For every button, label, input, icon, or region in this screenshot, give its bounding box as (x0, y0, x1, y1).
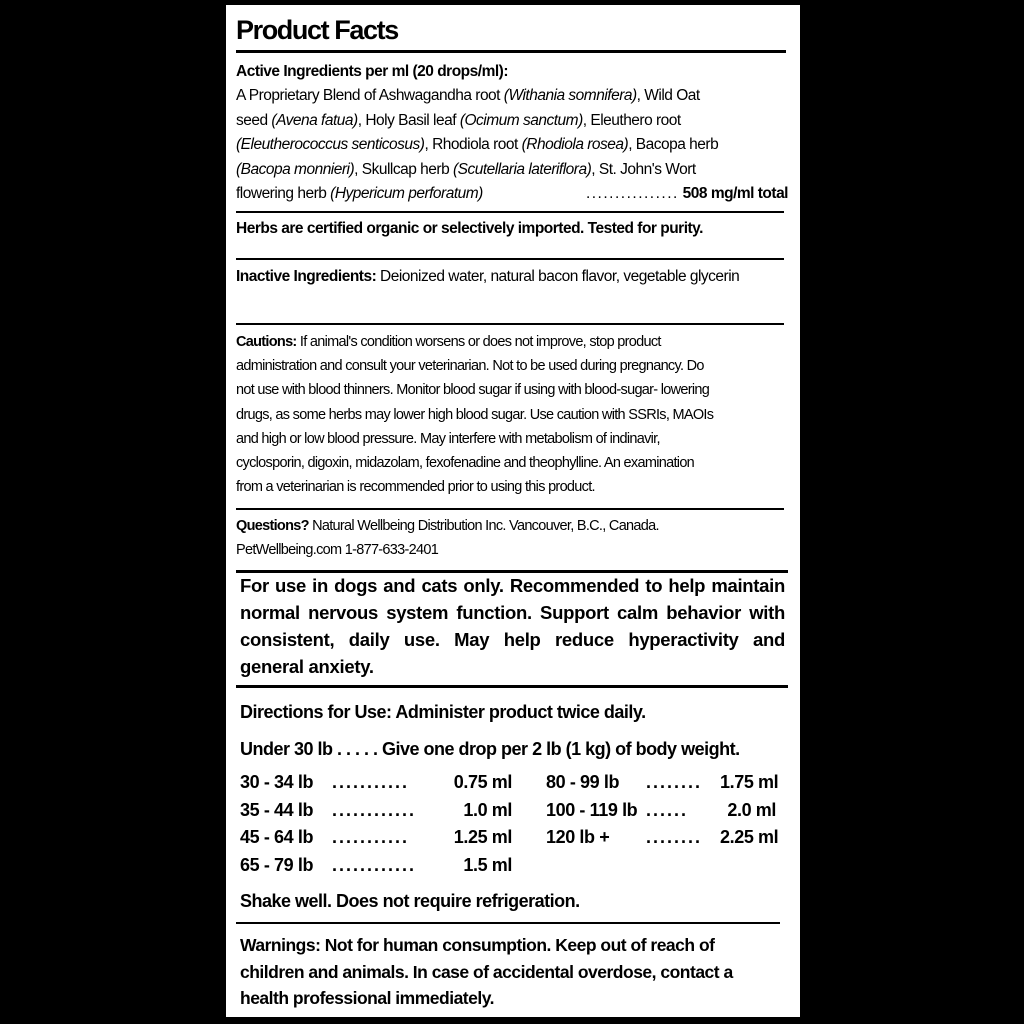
active-ingredients-line (236, 133, 788, 157)
product-facts-title: Product Facts (236, 15, 398, 45)
ingredient-text: seed (236, 111, 272, 129)
dose-amount: 0.75 ml (453, 772, 512, 792)
inactive-ingredients-text: Deionized water, natural bacon flavor, vegetable glycerin (376, 268, 740, 285)
dosage-row (546, 797, 776, 825)
cautions-line: not use with blood thinners. Monitor blood sugar if using with blood-sugar- lowering (236, 382, 710, 399)
ingredient-latin-name: (Withania somnifera) (503, 87, 637, 105)
storage-note: Shake well. Does not require refrigeration. (240, 891, 580, 911)
weight-range: 45 - 64 lb (240, 827, 314, 847)
dosage-row (546, 769, 779, 797)
dose-amount: 1.5 ml (463, 854, 512, 875)
ingredient-latin-name: (Eleutherococcus senticosus) (236, 136, 425, 154)
questions-label: Questions? (236, 518, 309, 534)
divider (236, 211, 784, 213)
cautions-label: Cautions: (236, 334, 297, 350)
cautions-line: If animal's condition worsens or does not improve, stop product (296, 334, 661, 350)
active-ingredients-total-line (236, 182, 788, 206)
dose-amount: 1.0 ml (463, 799, 512, 820)
weight-range: 65 - 79 lb (240, 854, 314, 875)
warnings-line: children and animals. In case of accidental overdose, contact a (240, 961, 733, 982)
ingredient-latin-name: (Avena fatua) (271, 111, 358, 129)
weight-range: 35 - 44 lb (240, 799, 314, 820)
divider (236, 685, 788, 688)
active-ingredients-line (236, 158, 788, 182)
divider (236, 50, 786, 53)
weight-range: 80 - 99 lb (546, 772, 620, 792)
dosage-row (240, 769, 512, 797)
warnings-label: Warnings: (240, 935, 321, 955)
ingredient-latin-name: (Rhodiola rosea) (521, 136, 629, 154)
directions-heading: Directions for Use: Administer product twice daily. (240, 702, 646, 722)
dosage-table-left (240, 769, 512, 879)
dose-amount: 2.0 ml (727, 799, 776, 820)
ingredient-text: , Wild Oat (636, 87, 700, 105)
weight-range: 30 - 34 lb (240, 772, 314, 792)
cautions-line: cyclosporin, digoxin, midazolam, fexofenadine and theophylline. An examination (236, 455, 695, 472)
dose-amount: 2.25 ml (720, 827, 779, 847)
ingredient-text: , Holy Basil leaf (357, 111, 460, 129)
dosage-row (240, 797, 512, 825)
dosage-row (546, 824, 779, 852)
cautions-line: drugs, as some herbs may lower high blood sugar. Use caution with SSRIs, MAOIs (236, 406, 714, 423)
cautions-line: administration and consult your veterinarian. Not to be used during pregnancy. Do (236, 358, 704, 375)
dosage-row (240, 852, 512, 880)
leader-dots: ........ (646, 827, 703, 847)
warnings-section (240, 932, 788, 1012)
company-address: Natural Wellbeing Distribution Inc. Vancouver, B.C., Canada. (308, 518, 659, 534)
leader-dots: ............ (332, 799, 417, 820)
active-ingredients-heading: Active Ingredients per ml (20 drops/ml): (236, 63, 508, 80)
directions-under-30: Under 30 lb . . . . . Give one drop per 2 lb (1 kg) of body weight. (240, 739, 740, 759)
ingredient-text: A Proprietary Blend of Ashwagandha root (236, 87, 504, 105)
warnings-line: Not for human consumption. Keep out of reach of (320, 935, 715, 955)
contact-line: PetWellbeing.com 1-877-633-2401 (236, 542, 439, 559)
active-last-line-italic: (Hypericum perforatum) (330, 185, 483, 203)
inactive-ingredients-label: Inactive Ingredients: (236, 268, 377, 285)
total-amount: 508 mg/ml total (682, 185, 788, 203)
weight-range: 120 lb + (546, 827, 610, 847)
active-ingredients-line (236, 109, 788, 133)
ingredient-text: , Skullcap herb (354, 160, 453, 178)
active-last-line: flowering herb (236, 185, 331, 203)
divider (236, 508, 784, 510)
active-ingredients-section (236, 60, 788, 206)
active-ingredients-line (236, 84, 788, 108)
dose-amount: 1.75 ml (720, 772, 779, 792)
leader-dots: ........... (332, 772, 410, 792)
ingredient-text: , Rhodiola root (424, 136, 522, 154)
leader-dots: ........... (332, 827, 410, 847)
leader-dots: ........ (646, 772, 703, 792)
questions-section (236, 514, 788, 562)
ingredient-text: , Eleuthero root (582, 111, 681, 129)
ingredient-text: , St. John's Wort (591, 160, 696, 178)
cautions-section (236, 330, 788, 499)
product-label (226, 5, 800, 1017)
cautions-line: from a veterinarian is recommended prior to using this product. (236, 479, 595, 496)
leader-dots: ............ (332, 854, 417, 875)
weight-range: 100 - 119 lb (546, 799, 638, 820)
ingredient-latin-name: (Scutellaria lateriflora) (453, 160, 592, 178)
dose-amount: 1.25 ml (453, 827, 512, 847)
divider (236, 323, 784, 325)
ingredient-latin-name: (Bacopa monnieri) (236, 160, 355, 178)
use-statement: For use in dogs and cats only. Recommended to help maintain normal nervous system function. Support calm behavior with consistent, daily use. May help reduce hyperactivity and general anxiety. (240, 575, 785, 677)
ingredient-text: , Bacopa herb (628, 136, 719, 154)
leader-dots: ................ (585, 185, 679, 203)
dosage-row (240, 824, 512, 852)
active-ingredients-list (236, 84, 788, 182)
inactive-ingredients-section (236, 265, 788, 289)
divider (236, 258, 784, 260)
certified-note: Herbs are certified organic or selectively imported. Tested for purity. (236, 220, 703, 237)
divider (236, 922, 780, 924)
cautions-line: and high or low blood pressure. May interfere with metabolism of indinavir, (236, 430, 660, 447)
leader-dots: ...... (646, 799, 689, 820)
ingredient-latin-name: (Ocimum sanctum) (459, 111, 583, 129)
dosage-table-right (546, 769, 779, 852)
warnings-line: health professional immediately. (240, 988, 495, 1008)
